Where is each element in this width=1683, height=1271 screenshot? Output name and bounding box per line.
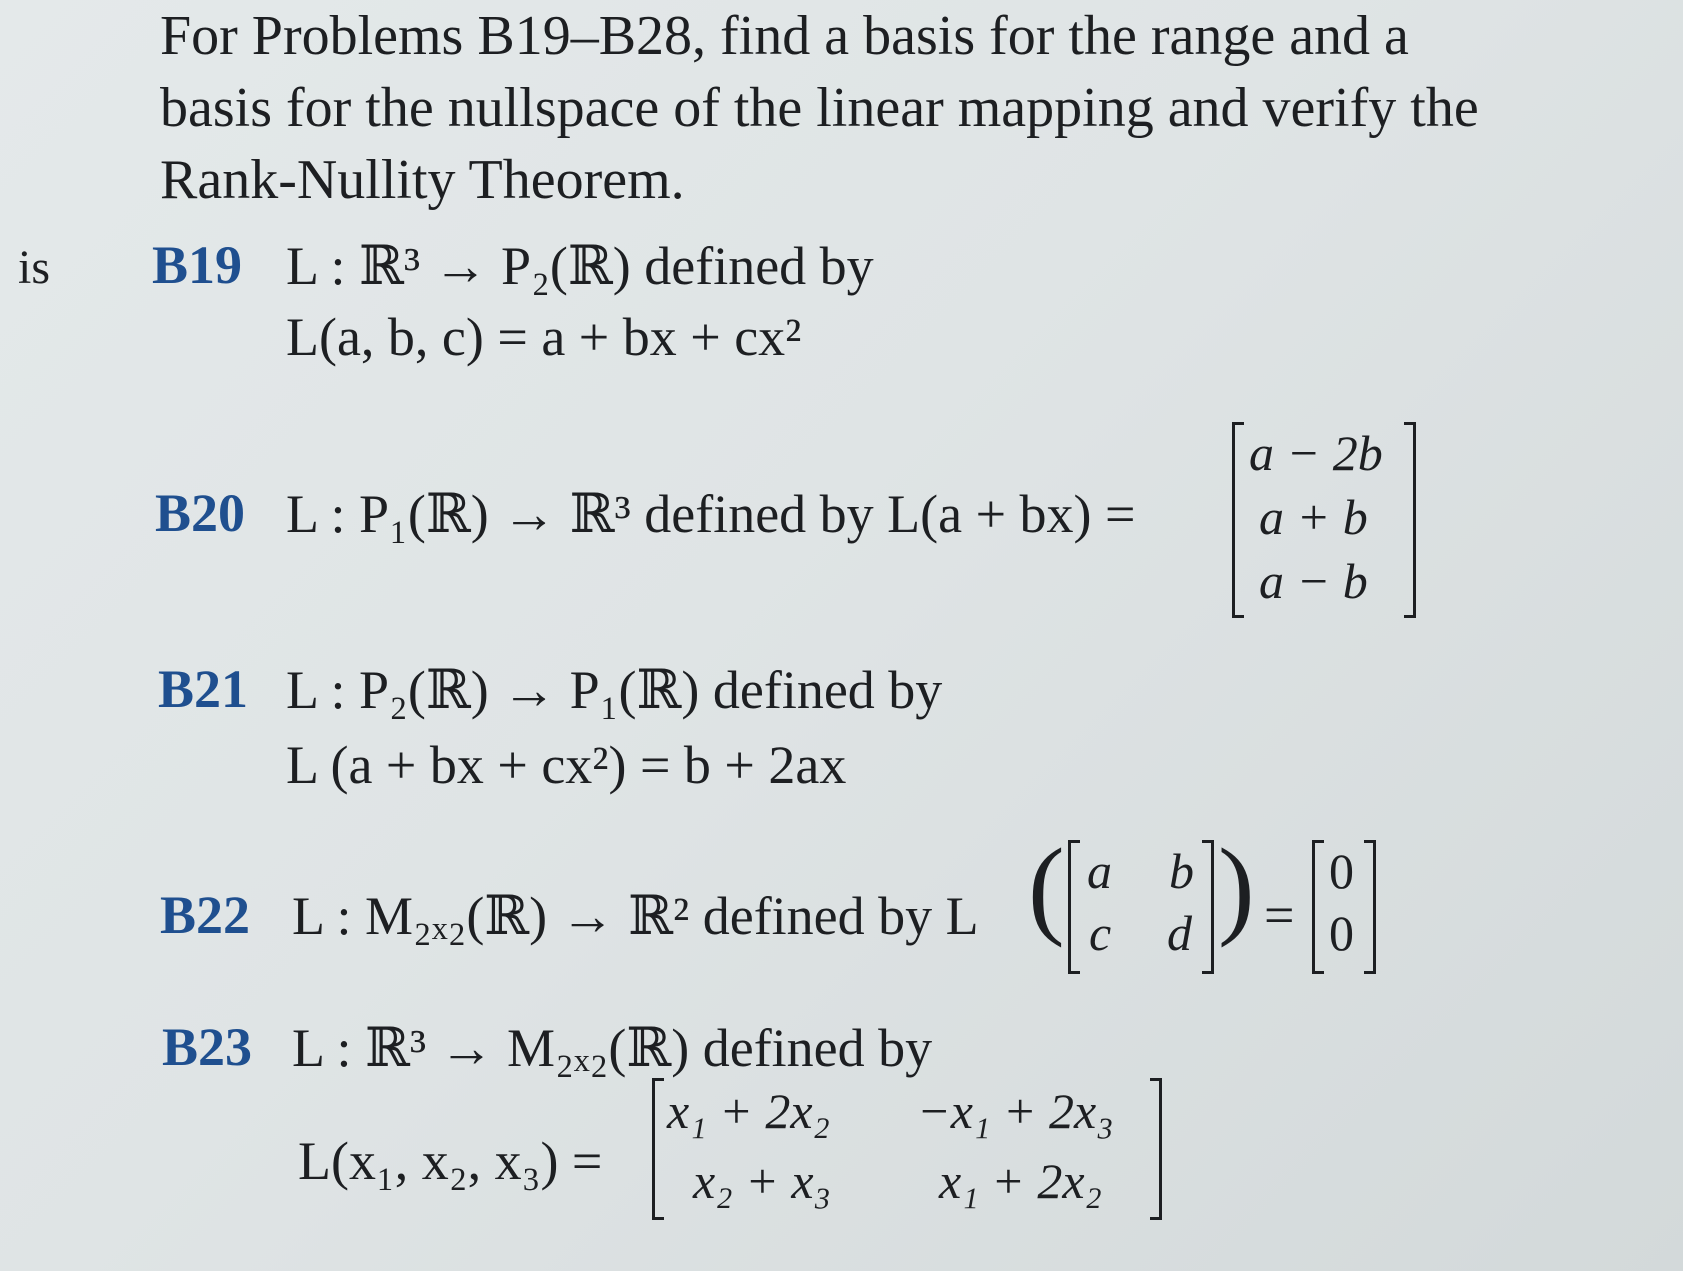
- intro-paragraph: [160, 0, 1560, 216]
- margin-note: is: [18, 241, 51, 294]
- problem-label-b22: B22: [160, 885, 251, 945]
- b22-equals: =: [1264, 885, 1295, 945]
- b19-mapping: L : ℝ³ → P₂(ℝ) defined by: [286, 236, 874, 296]
- b20-column-vector: [1232, 422, 1416, 618]
- b22-left-paren: (: [1028, 826, 1065, 948]
- intro-line-3: Rank-Nullity Theorem.: [160, 149, 685, 211]
- b21-definition: L (a + bx + cx²) = b + 2ax: [286, 735, 847, 795]
- b19-definition: L(a, b, c) = a + bx + cx²: [286, 307, 802, 367]
- b22-right-paren: ): [1218, 826, 1255, 948]
- b22-matrix-a: a: [1087, 843, 1112, 899]
- b20-vector-entry-2: a + b: [1259, 489, 1368, 545]
- b22-input-matrix: [1068, 840, 1214, 974]
- b22-zero-vector: [1312, 840, 1376, 974]
- b23-matrix-entry-11: x₁ + 2x₂: [667, 1083, 830, 1139]
- b20-vector-entry-3: a − b: [1259, 553, 1368, 609]
- b23-mapping: L : ℝ³ → M₂ₓ₂(ℝ) defined by: [292, 1018, 933, 1078]
- b20-vector-entry-1: a − 2b: [1249, 425, 1383, 481]
- b22-matrix-b: b: [1169, 843, 1194, 899]
- problem-label-b19: B19: [152, 235, 243, 295]
- intro-line-2: basis for the nullspace of the linear mapping and verify the: [160, 77, 1479, 139]
- intro-line-1: For Problems B19–B28, find a basis for the range and a: [160, 5, 1409, 67]
- b23-matrix-entry-22: x₁ + 2x₂: [939, 1153, 1102, 1209]
- b22-matrix-c: c: [1089, 905, 1112, 961]
- problem-label-b23: B23: [162, 1017, 253, 1077]
- b22-zero-2: 0: [1329, 905, 1354, 961]
- b23-matrix-entry-12: −x₁ + 2x₃: [917, 1083, 1114, 1139]
- problem-label-b20: B20: [155, 483, 246, 543]
- b22-mapping: L : M₂ₓ₂(ℝ) → ℝ² defined by L: [292, 886, 979, 946]
- b20-mapping: L : P₁(ℝ) → ℝ³ defined by L(a + bx) =: [286, 484, 1136, 544]
- b23-matrix-entry-21: x₂ + x₃: [693, 1153, 831, 1209]
- b23-output-matrix: [652, 1078, 1162, 1220]
- b21-mapping: L : P₂(ℝ) → P₁(ℝ) defined by: [286, 660, 943, 720]
- problem-label-b21: B21: [158, 659, 249, 719]
- b23-definition-lhs: L(x₁, x₂, x₃) =: [298, 1131, 603, 1191]
- b22-matrix-d: d: [1167, 905, 1192, 961]
- b22-zero-1: 0: [1329, 843, 1354, 899]
